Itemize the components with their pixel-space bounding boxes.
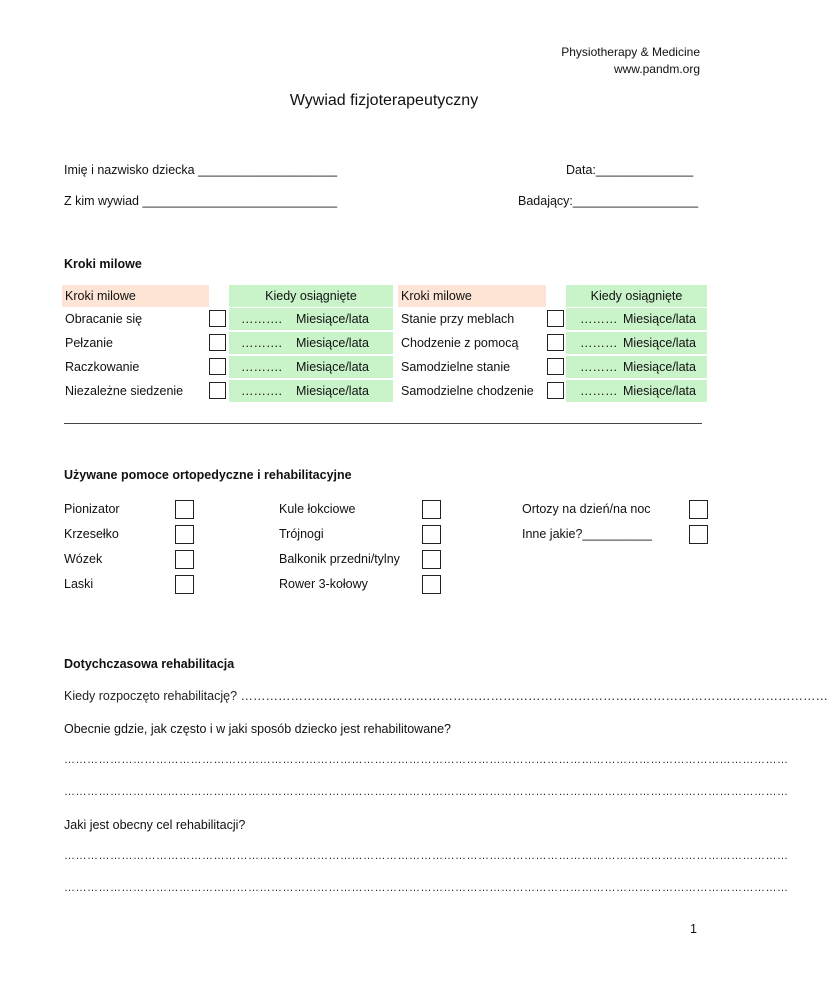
child-name-field[interactable]: Imię i nazwisko dziecka ____________________: [64, 163, 338, 177]
milestone-checkbox[interactable]: [547, 358, 564, 375]
when-cell[interactable]: [229, 332, 393, 354]
aids-heading: Używane pomoce ortopedyczne i rehabilitacyjne: [64, 468, 352, 482]
aid-label: Balkonik przedni/tylny: [279, 552, 400, 566]
rehab-goal-question: Jaki jest obecny cel rehabilitacji?: [64, 818, 246, 832]
aid-checkbox[interactable]: [175, 575, 194, 594]
answer-line[interactable]: ………………………………………………………………………………………………………………………………………………………………………: [64, 850, 789, 862]
milestones-col-header-left: Kroki milowe: [62, 285, 209, 307]
aid-label: Laski: [64, 577, 94, 591]
milestone-label: Pełzanie: [65, 336, 113, 350]
section-divider: [64, 423, 702, 424]
milestone-checkbox[interactable]: [547, 334, 564, 351]
when-dots: ……….: [241, 336, 282, 350]
when-cell[interactable]: [566, 332, 707, 354]
aid-checkbox[interactable]: [689, 500, 708, 519]
aid-checkbox[interactable]: [175, 525, 194, 544]
when-cell[interactable]: [566, 380, 707, 402]
aid-label: Krzesełko: [64, 527, 119, 541]
aid-label: Pionizator: [64, 502, 120, 516]
when-dots: ………: [580, 312, 618, 326]
milestone-label: Obracanie się: [65, 312, 143, 326]
aid-checkbox[interactable]: [175, 550, 194, 569]
rehab-start-question[interactable]: Kiedy rozpoczęto rehabilitację? ……………………………………………………………………………………………………………………………: [64, 689, 828, 703]
when-dots: ………: [580, 336, 618, 350]
when-unit: Miesiące/lata: [623, 312, 696, 326]
when-dots: ……….: [241, 360, 282, 374]
when-unit: Miesiące/lata: [296, 384, 369, 398]
when-cell[interactable]: [229, 356, 393, 378]
when-unit: Miesiące/lata: [296, 336, 369, 350]
milestones-heading: Kroki milowe: [64, 257, 142, 271]
aid-checkbox[interactable]: [422, 525, 441, 544]
aid-label: Ortozy na dzień/na noc: [522, 502, 651, 516]
milestones-col-header-right: Kroki milowe: [398, 285, 546, 307]
milestone-checkbox[interactable]: [209, 358, 226, 375]
when-cell[interactable]: [229, 308, 393, 330]
when-unit: Miesiące/lata: [296, 312, 369, 326]
rehab-heading: Dotychczasowa rehabilitacja: [64, 657, 235, 671]
milestone-label: Samodzielne chodzenie: [401, 384, 534, 398]
aid-checkbox[interactable]: [422, 550, 441, 569]
page-title: Wywiad fizjoterapeutyczny: [289, 92, 479, 109]
aid-checkbox[interactable]: [422, 500, 441, 519]
rehab-current-question: Obecnie gdzie, jak często i w jaki sposób dziecko jest rehabilitowane?: [64, 722, 452, 736]
when-unit: Miesiące/lata: [296, 360, 369, 374]
milestone-checkbox[interactable]: [209, 382, 226, 399]
aid-label: Wózek: [64, 552, 103, 566]
examiner-field[interactable]: Badający:__________________: [518, 194, 699, 208]
interviewee-field[interactable]: Z kim wywiad ____________________________: [64, 194, 338, 208]
aid-label: Rower 3-kołowy: [279, 577, 368, 591]
header-org: Physiotherapy & Medicine: [561, 45, 700, 59]
page-number: 1: [690, 922, 697, 936]
when-dots: ………: [580, 360, 618, 374]
when-col-header-right: Kiedy osiągnięte: [566, 285, 707, 307]
when-dots: ………: [580, 384, 618, 398]
aid-checkbox[interactable]: [689, 525, 708, 544]
milestone-label: Stanie przy meblach: [401, 312, 515, 326]
milestone-checkbox[interactable]: [547, 382, 564, 399]
when-dots: ……….: [241, 384, 282, 398]
aid-label: Trójnogi: [279, 527, 324, 541]
milestone-label: Niezależne siedzenie: [65, 384, 184, 398]
milestone-checkbox[interactable]: [547, 310, 564, 327]
aid-checkbox[interactable]: [422, 575, 441, 594]
milestone-label: Samodzielne stanie: [401, 360, 511, 374]
date-field[interactable]: Data:______________: [566, 163, 694, 177]
answer-line[interactable]: ………………………………………………………………………………………………………………………………………………………………………: [64, 754, 789, 766]
milestone-checkbox[interactable]: [209, 334, 226, 351]
when-dots: ……….: [241, 312, 282, 326]
aid-label: Kule łokciowe: [279, 502, 356, 516]
aid-other-field[interactable]: Inne jakie?__________: [522, 527, 652, 541]
milestone-label: Chodzenie z pomocą: [401, 336, 519, 350]
answer-line[interactable]: ………………………………………………………………………………………………………………………………………………………………………: [64, 786, 789, 798]
when-cell[interactable]: [229, 380, 393, 402]
when-cell[interactable]: [566, 308, 707, 330]
answer-line[interactable]: ………………………………………………………………………………………………………………………………………………………………………: [64, 882, 789, 894]
milestone-checkbox[interactable]: [209, 310, 226, 327]
when-unit: Miesiące/lata: [623, 384, 696, 398]
aid-checkbox[interactable]: [175, 500, 194, 519]
when-col-header-left: Kiedy osiągnięte: [229, 285, 393, 307]
header-url: www.pandm.org: [613, 62, 700, 76]
when-cell[interactable]: [566, 356, 707, 378]
when-unit: Miesiące/lata: [623, 360, 696, 374]
milestone-label: Raczkowanie: [65, 360, 140, 374]
when-unit: Miesiące/lata: [623, 336, 696, 350]
